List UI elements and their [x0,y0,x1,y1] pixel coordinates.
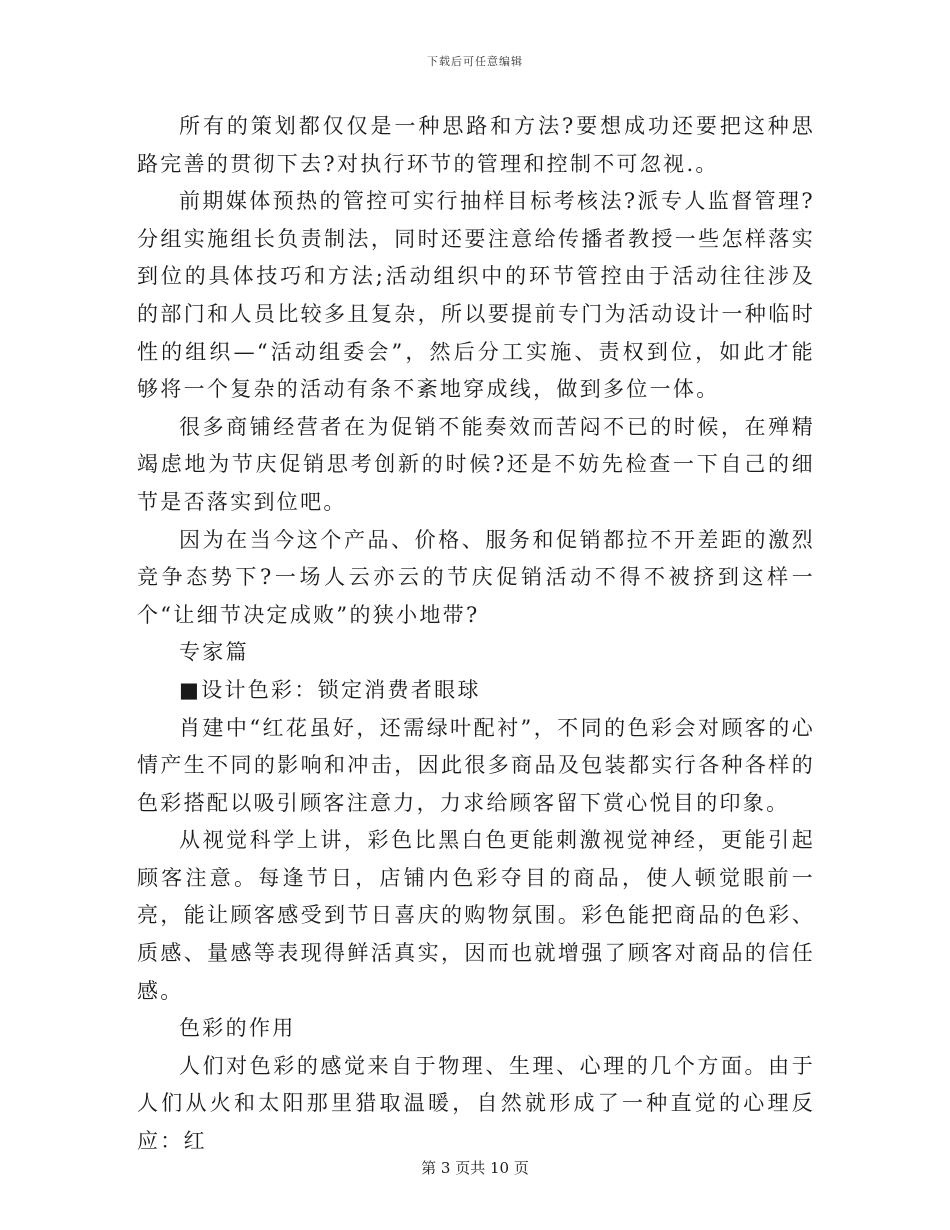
section-heading-experts: 专家篇 [179,640,249,665]
paragraph-visual-science: 从视觉科学上讲，彩色比黑白色更能刺激视觉神经，更能引起顾客注意。每逢节日，店铺内色彩夺目的商品，使人顿觉眼前一亮，能让顾客感受到节日喜庆的购物氛围。彩色能把商品的色彩、质感、量感等表现得鲜活真实，因而也就增强了顾客对商品的信任感。 [137,828,815,1003]
page-header: 下载后可任意编辑 [427,55,523,68]
page-number: 第 3 页共 10 页 [421,1159,529,1177]
paragraph-competition: 因为在当今这个产品、价格、服务和促销都拉不开差距的激烈竞争态势下?一场人云亦云的节庆促销活动不得不被挤到这样一个“让细节决定成败”的狭小地带? [137,527,815,627]
subheading-color-function: 色彩的作用 [179,1016,296,1041]
paragraph-color-impact: 肖建中“红花虽好，还需绿叶配衬”，不同的色彩会对顾客的心情产生不同的影响和冲击，因此很多商品及包装都实行各种各样的色彩搭配以吸引顾客注意力，力求给顾客留下赏心悦目的印象。 [137,715,815,815]
document-body [137,108,815,1161]
paragraph-store-owners: 很多商铺经营者在为促销不能奏效而苦闷不已的时候，在殚精竭虑地为节庆促销思考创新的时候?还是不妨先检查一下自己的细节是否落实到位吧。 [137,414,815,514]
subheading-design-color: ■设计色彩：锁定消费者眼球 [179,677,481,702]
paragraph-execution-control: 所有的策划都仅仅是一种思路和方法?要想成功还要把这种思路完善的贯彻下去?对执行环节的管理和控制不可忽视.。 [137,114,815,176]
paragraph-media-control: 前期媒体预热的管控可实行抽样目标考核法?派专人监督管理?分组实施组长负责制法，同时还要注意给传播者教授一些怎样落实到位的具体技巧和方法;活动组织中的环节管控由于活动往往涉及的部门和人员比较多且复杂，所以要提前专门为活动设计一种临时性的组织—“活动组委会”，然后分工实施、责权到位，如此才能够将一个复杂的活动有条不紊地穿成线，做到多位一体。 [137,189,815,402]
paragraph-color-perception: 人们对色彩的感觉来自于物理、生理、心理的几个方面。由于人们从火和太阳那里猎取温暖，自然就形成了一种直觉的心理反应：红 [137,1053,815,1154]
